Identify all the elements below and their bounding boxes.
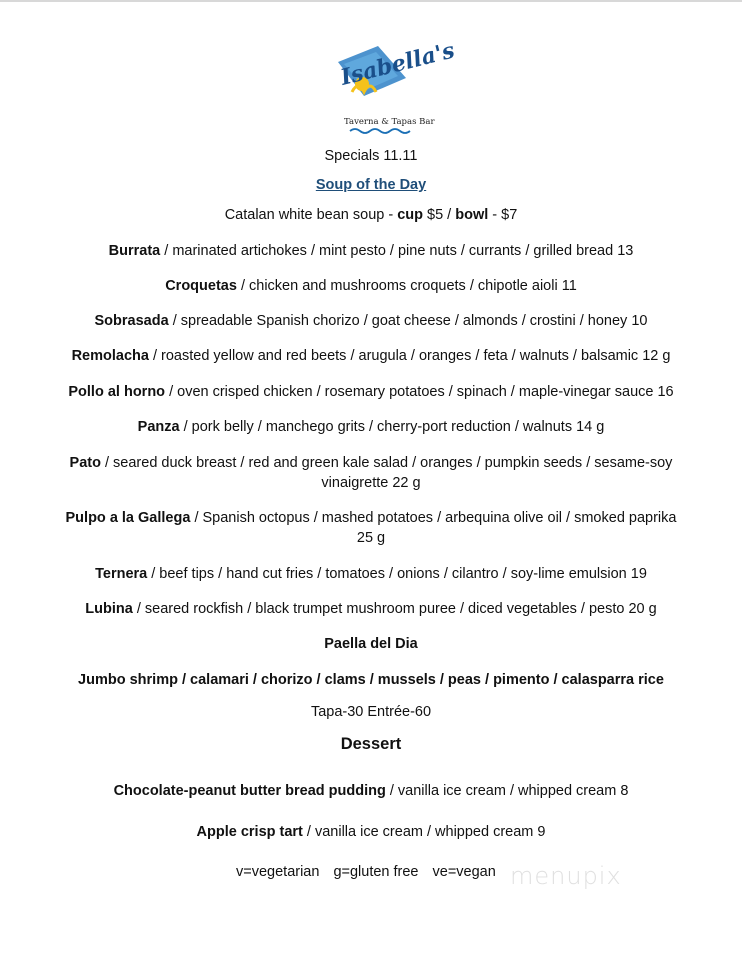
item-name: Remolacha (71, 348, 149, 364)
dessert-item (20, 781, 722, 801)
bowl-price: - $7 (488, 207, 518, 223)
menu-item (20, 453, 722, 473)
menu-item (20, 241, 722, 261)
menu-item-cont: 25 g (356, 530, 386, 546)
menu-item (20, 508, 722, 528)
dessert-desc: / vanilla ice cream / whipped cream 8 (385, 783, 629, 799)
top-border (0, 0, 742, 2)
watermark: menupix (510, 862, 622, 890)
legend-vegan: ve=vegan (432, 864, 496, 880)
item-desc: / Spanish octopus / mashed potatoes / arbequina olive oil / smoked paprika (190, 510, 677, 526)
dessert-name: Apple crisp tart (196, 824, 303, 840)
logo-tagline: Taverna & Tapas Bar (344, 117, 435, 127)
item-name: Pollo al horno (68, 384, 166, 400)
item-name: Pulpo a la Gallega (65, 510, 191, 526)
menu-item (20, 311, 722, 331)
logo-name: Isabella's (337, 37, 458, 91)
item-desc: / seared duck breast / red and green kale salad / oranges / pumpkin seeds / sesame-soy (100, 455, 673, 471)
item-desc: / roasted yellow and red beets / arugula / oranges / feta / walnuts / balsamic 12 g (148, 348, 671, 364)
restaurant-logo (330, 37, 458, 132)
menu-item (20, 417, 722, 437)
item-name: Pato (69, 455, 101, 471)
item-name: Ternera (95, 566, 148, 582)
dessert-item (20, 822, 722, 842)
dessert-desc: / vanilla ice cream / whipped cream 9 (302, 824, 546, 840)
dessert-name: Chocolate-peanut butter bread pudding (113, 783, 386, 799)
dessert-heading (20, 734, 722, 755)
item-name: Panza (137, 419, 180, 435)
soup-title (20, 175, 722, 195)
menu-item (20, 564, 722, 584)
soup-line (20, 205, 722, 225)
item-name: Sobrasada (94, 313, 169, 329)
dessert-heading-text: Dessert (340, 735, 402, 753)
item-name: Croquetas (165, 278, 237, 294)
soup-desc: Catalan white bean soup - (224, 207, 398, 223)
item-desc: / seared rockfish / black trumpet mushroom puree / diced vegetables / pesto 20 g (132, 601, 657, 617)
menu-item (20, 346, 722, 366)
paella-prices: Tapa-30 Entrée-60 (310, 704, 432, 720)
paella-title: Paella del Dia (324, 636, 418, 652)
cup-price: $5 / (422, 207, 456, 223)
bowl-label: bowl (455, 207, 489, 223)
menu-item (20, 382, 722, 402)
menu-item-cont: vinaigrette 22 g (321, 475, 421, 491)
item-name: Burrata (108, 243, 161, 259)
cup-label: cup (397, 207, 423, 223)
legend-gluten-free: g=gluten free (333, 864, 419, 880)
item-desc: / oven crisped chicken / rosemary potatoes / spinach / maple-vinegar sauce 16 (165, 384, 674, 400)
menu-item (20, 599, 722, 619)
item-name: Lubina (85, 601, 133, 617)
logo-graphic (330, 37, 458, 132)
soup-title-text: Soup of the Day (315, 177, 427, 193)
item-desc: / beef tips / hand cut fries / tomatoes / onions / cilantro / soy-lime emulsion 19 (147, 566, 647, 582)
dietary-legend (236, 864, 510, 880)
item-desc: / chicken and mushrooms croquets / chipotle aioli 11 (236, 278, 577, 294)
item-desc: / spreadable Spanish chorizo / goat cheese / almonds / crostini / honey 10 (168, 313, 648, 329)
item-desc: / marinated artichokes / mint pesto / pine nuts / currants / grilled bread 13 (160, 243, 634, 259)
menu-item (20, 276, 722, 296)
specials-header: Specials 11.11 (324, 148, 418, 164)
item-desc: / pork belly / manchego grits / cherry-port reduction / walnuts 14 g (179, 419, 605, 435)
paella-ingredients: Jumbo shrimp / calamari / chorizo / clams / mussels / peas / pimento / calasparra rice (78, 672, 664, 688)
legend-vegetarian: v=vegetarian (236, 864, 320, 880)
